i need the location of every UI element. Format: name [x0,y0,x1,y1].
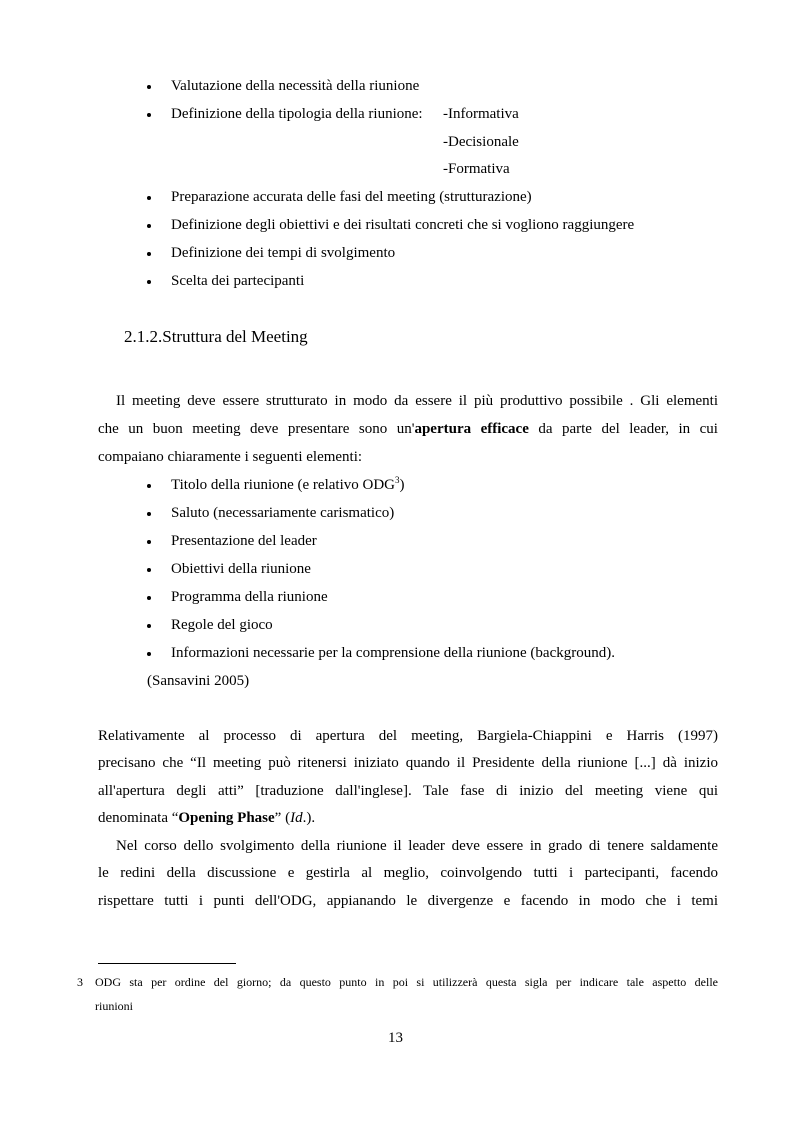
paragraph-line [98,448,718,466]
para1-line2-a: che un buon meeting deve presentare sono un' [98,421,415,437]
paragraph-line [98,864,718,882]
bullet-icon [147,568,151,572]
para1-line2-b: da parte del leader, in cui [528,421,718,437]
list-item: Preparazione accurata delle fasi del meeting (strutturazione) [171,189,532,205]
bullet-icon [147,224,151,228]
para1-line1: Il meeting deve essere strutturato in modo da essere il più produttivo possibile . Gli elementi [116,393,718,409]
bullet-icon [147,196,151,200]
list-item: Obiettivi della riunione [171,561,311,577]
bullet-icon [147,512,151,516]
footnote-separator [98,963,236,964]
paragraph-line [98,420,718,438]
list-item: Valutazione della necessità della riunione [171,78,420,94]
para3-line2: le redini della discussione e gestirla al meglio, coinvolgendo tutti i partecipanti, facendo [98,865,718,881]
paragraph-line [98,392,718,410]
paragraph-line [98,809,718,827]
list-item [171,476,405,494]
italic-id: Id [290,810,303,826]
list-item: Regole del gioco [171,617,273,633]
paragraph-line [98,837,718,855]
citation: (Sansavini 2005) [147,673,250,689]
list-item: Saluto (necessariamente carismatico) [171,505,395,521]
list-item: Definizione degli obiettivi e dei risultati concreti che si vogliono raggiungere [171,217,635,233]
paragraph-line [98,782,718,800]
para2-line2: precisano che “Il meeting può ritenersi iniziato quando il Presidente della riunione [...] dà inizio [98,755,718,771]
list-item: Programma della riunione [171,589,328,605]
bullet-icon [147,85,151,89]
para1-line3: compaiano chiaramente i seguenti elementi: [98,449,363,465]
para2-line4-c: .). [302,810,316,826]
bold-term-opening-phase: Opening Phase [178,810,275,826]
footnote-line [95,973,718,991]
list-subitem: -Informativa [443,106,519,122]
bullet-icon [147,113,151,117]
bullet-icon [147,652,151,656]
page-number: 13 [388,1030,403,1046]
footnote-ref: 3 [395,475,400,485]
list-item: Informazioni necessarie per la comprensione della riunione (background). [171,645,615,661]
paragraph-line [98,754,718,772]
para2-line1: Relativamente al processo di apertura del meeting, Bargiela-Chiappini e Harris (1997) [98,728,718,744]
para3-line1: Nel corso dello svolgimento della riunione il leader deve essere in grado di tenere saldamente [116,838,718,854]
bullet-icon [147,540,151,544]
footnote-line1: ODG sta per ordine del giorno; da questo punto in poi si utilizzerà questa sigla per indicare tale aspetto delle [95,975,718,989]
para2-line4-a: denominata “ [98,810,179,826]
list-item-text: Titolo della riunione (e relativo ODG [171,477,395,493]
paragraph-line [98,892,718,910]
bold-term-apertura: apertura efficace [414,421,529,437]
bullet-icon [147,280,151,284]
bullet-icon [147,484,151,488]
section-heading: 2.1.2.Struttura del Meeting [124,327,308,346]
paragraph-line [98,727,718,745]
para3-line3: rispettare tutti i punti dell'ODG, appianando le divergenze e facendo in modo che i temi [98,893,718,909]
list-subitem: -Decisionale [443,134,519,150]
list-item: Presentazione del leader [171,533,317,549]
para2-line3: all'apertura degli atti” [traduzione dall'inglese]. Tale fase di inizio del meeting viene qui [98,783,718,799]
list-item: Definizione della tipologia della riunione: [171,106,423,122]
bullet-icon [147,252,151,256]
bullet-icon [147,624,151,628]
para2-line4-b: ” ( [274,810,291,826]
bullet-icon [147,596,151,600]
list-item-close: ) [399,477,405,493]
footnote-number: 3 [77,975,83,989]
footnote-line: riunioni [95,999,133,1013]
list-item: Scelta dei partecipanti [171,273,305,289]
list-subitem: -Formativa [443,161,510,177]
list-item: Definizione dei tempi di svolgimento [171,245,396,261]
